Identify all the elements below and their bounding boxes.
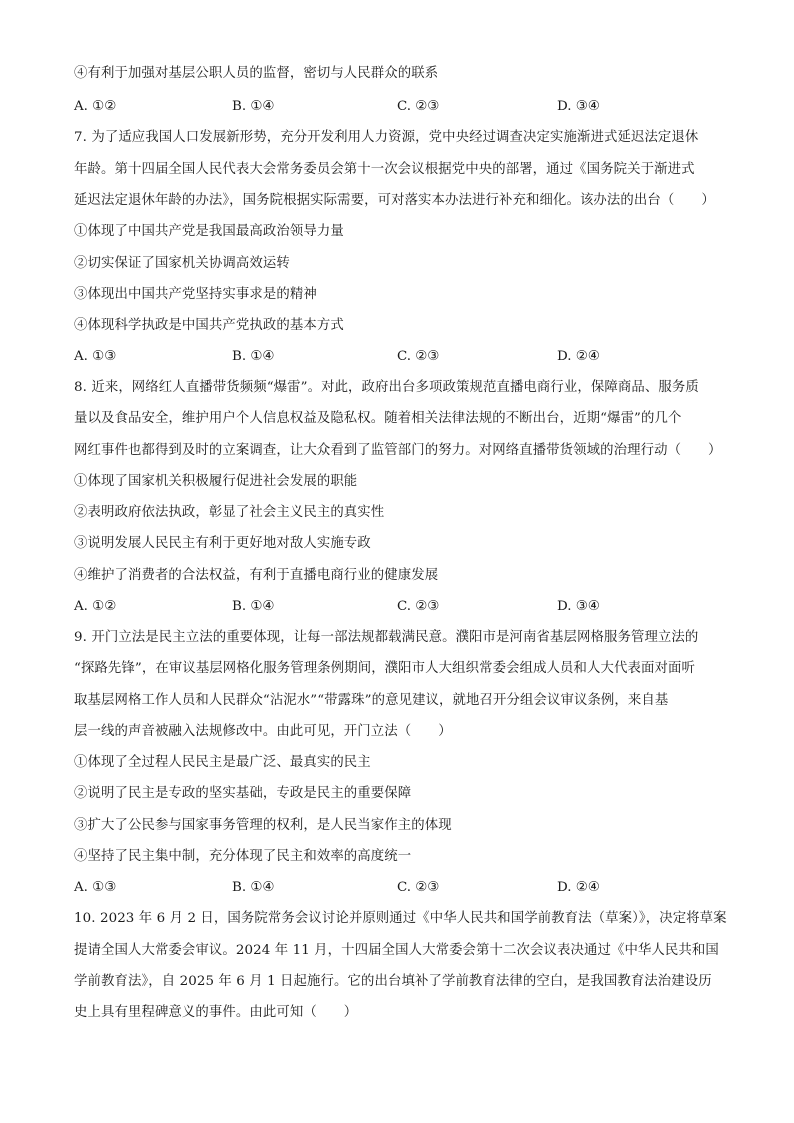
q7-item-1: ①体现了中国共产党是我国最高政治领导力量 [74, 224, 344, 239]
q9-item-3: ③扩大了公民参与国家事务管理的权利，是人民当家作主的体现 [74, 818, 452, 833]
q8-option-a[interactable]: A. ①② [74, 599, 117, 614]
q7-item-4: ④体现科学执政是中国共产党执政的基本方式 [74, 318, 344, 333]
q7-stem-line: 7. 为了适应我国人口发展新形势，充分开发利用人力资源，党中央经过调查决定实施渐进式延迟法定退休 [74, 130, 699, 145]
q6-option-d[interactable]: D. ③④ [557, 99, 600, 114]
q8-item-1: ①体现了国家机关积极履行促进社会发展的职能 [74, 474, 358, 489]
q6-option-a[interactable]: A. ①② [74, 99, 117, 114]
q9-stem-line: 取基层网格工作人员和人民群众“沾泥水”“带露珠”的意见建议，就地召开分组会议审议条例，来自基 [74, 693, 669, 708]
q7-option-a[interactable]: A. ①③ [74, 349, 117, 364]
q7-option-c[interactable]: C. ②③ [397, 349, 440, 364]
q6-item-4: ④有利于加强对基层公职人员的监督，密切与人民群众的联系 [74, 66, 439, 81]
q9-stem-line: 9. 开门立法是民主立法的重要体现，让每一部法规都载满民意。濮阳市是河南省基层网格服务管理立法的 [74, 630, 699, 645]
q7-stem-line: 延迟法定退休年龄的办法》，国务院根据实际需要，可对落实本办法进行补充和细化。该办法的出台（ ） [74, 193, 715, 208]
q10-stem-line: 史上具有里程碑意义的事件。由此可知（ ） [74, 1005, 358, 1020]
q9-option-d[interactable]: D. ②④ [557, 880, 600, 895]
q7-option-d[interactable]: D. ②④ [557, 349, 600, 364]
q8-stem-line: 8. 近来，网络红人直播带货频频“爆雷”。对此，政府出台多项政策规范直播电商行业，保障商品、服务质 [74, 380, 699, 395]
q10-stem-line: 10. 2023 年 6 月 2 日，国务院常务会议讨论并原则通过《中华人民共和国学前教育法（草案）》，决定将草案 [74, 911, 727, 926]
q9-item-1: ①体现了全过程人民民主是最广泛、最真实的民主 [74, 755, 371, 770]
q8-option-c[interactable]: C. ②③ [397, 599, 440, 614]
q8-option-b[interactable]: B. ①④ [232, 599, 275, 614]
q9-option-b[interactable]: B. ①④ [232, 880, 275, 895]
q7-stem-line: 年龄。第十四届全国人民代表大会常务委员会第十一次会议根据党中央的部署，通过《国务院关于渐进式 [74, 162, 695, 177]
q9-option-c[interactable]: C. ②③ [397, 880, 440, 895]
q7-item-3: ③体现出中国共产党坚持实事求是的精神 [74, 287, 317, 302]
q7-option-b[interactable]: B. ①④ [232, 349, 275, 364]
q6-option-b[interactable]: B. ①④ [232, 99, 275, 114]
q7-item-2: ②切实保证了国家机关协调高效运转 [74, 256, 290, 271]
q9-stem-line: “探路先锋”，在审议基层网格化服务管理条例期间，濮阳市人大组织常委会组成人员和人大代表面对面听 [74, 661, 695, 676]
q9-item-2: ②说明了民主是专政的坚实基础，专政是民主的重要保障 [74, 786, 412, 801]
q8-item-2: ②表明政府依法执政，彰显了社会主义民主的真实性 [74, 505, 385, 520]
q8-item-4: ④维护了消费者的合法权益，有利于直播电商行业的健康发展 [74, 568, 439, 583]
q9-option-a[interactable]: A. ①③ [74, 880, 117, 895]
q10-stem-line: 提请全国人大常委会审议。2024 年 11 月，十四届全国人大常委会第十二次会议表决通过《中华人民共和国 [74, 943, 719, 958]
q8-option-d[interactable]: D. ③④ [557, 599, 600, 614]
q10-stem-line: 学前教育法》，自 2025 年 6 月 1 日起施行。它的出台填补了学前教育法律的空白，是我国教育法治建设历 [74, 974, 712, 989]
q9-item-4: ④坚持了民主集中制，充分体现了民主和效率的高度统一 [74, 849, 412, 864]
q8-stem-line: 网红事件也都得到及时的立案调查，让大众看到了监管部门的努力。对网络直播带货领域的治理行动（ ） [74, 443, 722, 458]
q9-stem-line: 层一线的声音被融入法规修改中。由此可见，开门立法（ ） [74, 724, 452, 739]
q8-item-3: ③说明发展人民民主有利于更好地对敌人实施专政 [74, 536, 371, 551]
q6-option-c[interactable]: C. ②③ [397, 99, 440, 114]
q8-stem-line: 量以及食品安全，维护用户个人信息权益及隐私权。随着相关法律法规的不断出台，近期“爆雷”的几个 [74, 411, 682, 426]
